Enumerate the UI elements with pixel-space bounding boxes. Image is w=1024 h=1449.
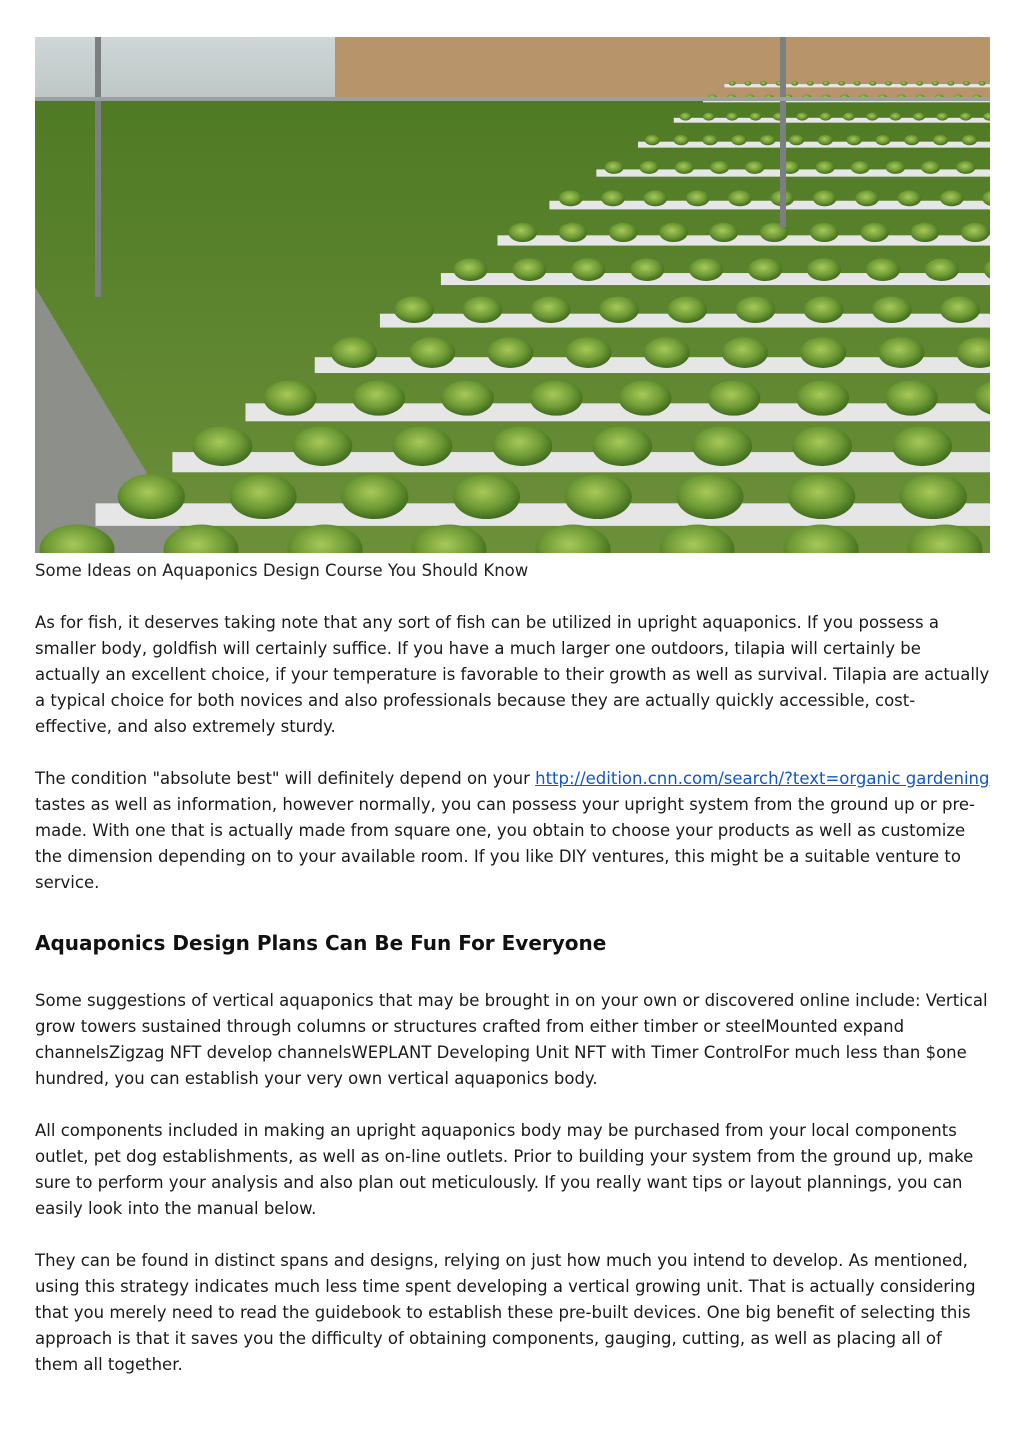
lettuce-head [932,81,939,86]
lettuce-head [331,337,377,368]
lettuce-head [961,223,990,242]
lettuce-head [796,113,808,121]
lettuce-head [599,296,639,323]
lettuce-head [748,258,782,281]
lettuce-head [453,474,520,519]
lettuce-head [726,113,738,121]
lettuce-head [925,258,959,281]
lettuce-head [890,113,902,121]
lettuce-head [807,81,814,86]
lettuce-head [735,296,775,323]
lettuce-head [815,161,834,174]
lettuce-head [645,135,660,145]
lettuce-head [963,81,970,86]
lettuce-head [913,113,925,121]
lettuce-head [854,81,861,86]
lettuce-head [866,113,878,121]
lettuce-head [229,474,296,519]
lettuce-head [846,135,861,145]
lettuce-greenhouse-illustration [35,37,990,553]
organic-gardening-link[interactable]: http://edition.cnn.com/search/?text=organic gardening [535,769,990,788]
lettuce-head [392,426,452,466]
paragraph-components: All components included in making an upright aquaponics body may be purchased from your local components outlet, pet dog establishments, as well as on-line outlets. Prior to building your system from the ground up, make sure to perform your analysis and also plan out meticulously. If you really want tips or layout plannings, you can easily look into the manual below. [35,1121,974,1218]
lettuce-head [692,426,752,466]
lettuce-head [911,223,940,242]
lettuce-head [707,380,760,415]
lettuce-head [885,380,938,415]
lettuce-head [639,161,658,174]
lettuce-head [680,113,692,121]
lettuce-head [508,223,537,242]
back-wall [335,37,990,97]
paragraph-suggestions: Some suggestions of vertical aquaponics that may be brought in on your own or discovered online include: Vertical grow towers sustained through columns or structures crafted from either timber or steelMounted expand channelsZigzag NFT develop channelsWEPLANT Developing Unit NFT with Timer ControlFor much less than $one hundred, you can establish your very own vertical aquaponics body. [35,991,988,1088]
lettuce-head [804,296,844,323]
lettuce-head [900,474,967,519]
lettuce-head [789,135,804,145]
lettuce-head [710,161,729,174]
lettuce-head [728,190,752,206]
lettuce-head [731,135,746,145]
lettuce-head [843,113,855,121]
lettuce-head [904,135,919,145]
lettuce-head [878,337,924,368]
lettuce-head [822,81,829,86]
lettuce-head [571,258,605,281]
paragraph-condition-end: tastes as well as information, however normally, you can possess your upright system from the ground up or pre-made. With one that is actually made from square one, you obtain to choose your products as well as customize the dimension depending on to your available room. If you like DIY ventures, this might be a suitable venture to service. [35,795,975,892]
lettuce-head [788,474,855,519]
lettuce-head [792,426,852,466]
lettuce-head [940,190,964,206]
lettuce-head [565,337,611,368]
lettuce-head [933,135,948,145]
lettuce-head [487,337,533,368]
lettuce-head [667,296,707,323]
lettuce-head [872,296,912,323]
paragraph-condition-start: The condition "absolute best" will definitely depend on your [35,769,536,788]
lettuce-head [729,81,736,86]
grow-channel [96,503,990,526]
lettuce-head [674,135,689,145]
lettuce-head [722,337,768,368]
lettuce-head [807,258,841,281]
lettuce-head [744,81,751,86]
lettuce-head [619,380,672,415]
lettuce-head [686,190,710,206]
lettuce-head [838,81,845,86]
lettuce-head [921,161,940,174]
lettuce-head [512,258,546,281]
grow-channel [172,452,990,472]
lettuce-head [630,258,664,281]
hero-image [35,37,990,553]
lettuce-head [530,380,583,415]
lettuce-head [352,380,405,415]
lettuce-head [441,380,494,415]
lettuce-head [947,81,954,86]
lettuce-head [702,135,717,145]
lettuce-head [875,135,890,145]
lettuce-head [601,190,625,206]
lettuce-head [791,81,798,86]
lettuce-head [860,223,889,242]
image-caption: Some Ideas on Aquaponics Design Course You Should Know [35,561,529,580]
lettuce-head [800,337,846,368]
lettuce-head [118,474,185,519]
lettuce-head [689,258,723,281]
lettuce-head [940,296,980,323]
lettuce-head [643,190,667,206]
lettuce-head [820,113,832,121]
lettuce-head [818,135,833,145]
lettuce-head [609,223,638,242]
lettuce-head [559,223,588,242]
lettuce-head [962,135,977,145]
lettuce-head [709,223,738,242]
lettuce-head [869,81,876,86]
lettuce-head [866,258,900,281]
lettuce-head [592,426,652,466]
lettuce-head [898,190,922,206]
article [35,37,990,1378]
lettuce-head [604,161,623,174]
lettuce-head [960,113,972,121]
lettuce-head [979,81,986,86]
lettuce-head [659,223,688,242]
lettuce-head [760,135,775,145]
lettuce-head [292,426,352,466]
greenhouse-post [95,37,101,297]
lettuce-head [892,426,952,466]
lettuce-head [796,380,849,415]
lettuce-head [900,81,907,86]
paragraph-fish: As for fish, it deserves taking note that any sort of fish can be utilized in upright aquaponics. If you possess a smaller body, goldfish will certainly suffice. If you have a much larger one outdoors, tilapia will certainly be actually an excellent choice, if your temperature is favorable to their growth as well as survival. Tilapia are actually a typical choice for both novices and also professionals because they are actually quickly accessible, cost-effective, and also extremely sturdy. [35,613,990,736]
lettuce-head [341,474,408,519]
lettuce-head [813,190,837,206]
lettuce-head [886,161,905,174]
lettuce-head [559,190,583,206]
lettuce-head [851,161,870,174]
lettuce-head [760,81,767,86]
lettuce-head [956,161,975,174]
greenhouse-beam [35,97,990,101]
lettuce-head [192,426,252,466]
lettuce-head [916,81,923,86]
lettuce-head [462,296,502,323]
greenhouse-post [780,37,786,227]
lettuce-head [810,223,839,242]
paragraph-spans: They can be found in distinct spans and designs, relying on just how much you intend to develop. As mentioned, using this strategy indicates much less time spent developing a vertical growing unit. That is actually considering that you merely need to read the guidebook to establish these pre-built devices. One big benefit of selecting this approach is that it saves you the difficulty of obtaining components, gauging, cutting, as well as placing all of them all together. [35,1251,976,1374]
lettuce-head [565,474,632,519]
lettuce-head [745,161,764,174]
lettuce-head [531,296,571,323]
lettuce-head [936,113,948,121]
lettuce-head [492,426,552,466]
lettuce-head [676,474,743,519]
paragraph-condition [35,766,990,896]
lettuce-head [855,190,879,206]
lettuce-head [394,296,434,323]
lettuce-head [675,161,694,174]
section-heading: Aquaponics Design Plans Can Be Fun For Everyone [35,931,607,955]
lettuce-head [644,337,690,368]
lettuce-head [750,113,762,121]
lettuce-head [885,81,892,86]
lettuce-head [703,113,715,121]
lettuce-head [263,380,316,415]
lettuce-head [453,258,487,281]
lettuce-head [409,337,455,368]
